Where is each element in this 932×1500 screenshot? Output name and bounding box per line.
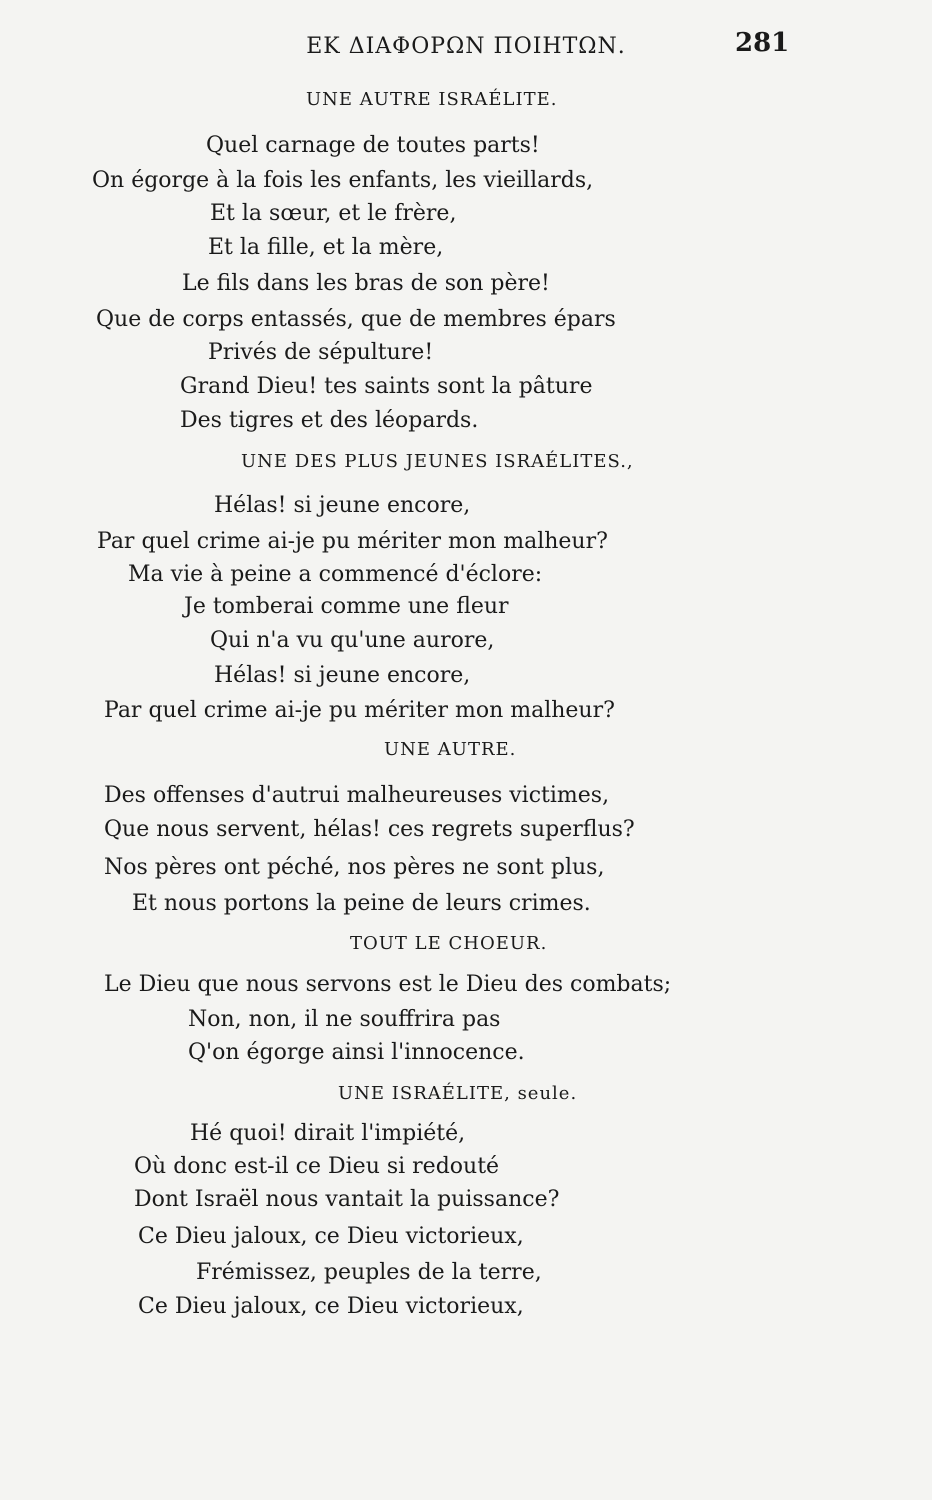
speaker-label: TOUT LE CHOEUR.	[350, 933, 548, 954]
verse-line: Où donc est-il ce Dieu si redouté	[134, 1154, 500, 1179]
verse-line: Frémissez, peuples de la terre,	[196, 1260, 542, 1285]
speaker-label: UNE AUTRE.	[384, 739, 517, 760]
verse-line: Qui n'a vu qu'une aurore,	[210, 628, 495, 653]
verse-line: Hélas! si jeune encore,	[214, 493, 471, 518]
verse-line: Des tigres et des léopards.	[180, 408, 479, 433]
speaker-label: UNE AUTRE ISRAÉLITE.	[306, 89, 558, 110]
verse-line: Et la fille, et la mère,	[208, 235, 444, 260]
speaker-label: UNE ISRAÉLITE, seule.	[338, 1083, 578, 1104]
verse-line: Et la sœur, et le frère,	[210, 201, 457, 226]
verse-line: Ce Dieu jaloux, ce Dieu victorieux,	[138, 1294, 524, 1319]
verse-line: Ma vie à peine a commencé d'éclore:	[128, 562, 543, 587]
verse-line: Et nous portons la peine de leurs crimes.	[132, 891, 591, 916]
verse-line: Je tomberai comme une fleur	[184, 594, 509, 619]
verse-line: Privés de sépulture!	[208, 340, 434, 365]
verse-line: Des offenses d'autrui malheureuses victimes,	[104, 783, 610, 808]
speaker-label: UNE DES PLUS JEUNES ISRAÉLITES.,	[241, 451, 634, 472]
verse-line: Ce Dieu jaloux, ce Dieu victorieux,	[138, 1224, 524, 1249]
verse-line: Le fils dans les bras de son père!	[182, 271, 550, 296]
verse-line: Par quel crime ai-je pu mériter mon malheur?	[97, 529, 608, 554]
verse-line: On égorge à la fois les enfants, les vieillards,	[92, 168, 594, 193]
verse-line: Q'on égorge ainsi l'innocence.	[188, 1040, 525, 1065]
verse-line: Par quel crime ai-je pu mériter mon malheur?	[104, 698, 615, 723]
verse-line: Grand Dieu! tes saints sont la pâture	[180, 374, 593, 399]
verse-line: Nos pères ont péché, nos pères ne sont plus,	[104, 855, 605, 880]
verse-line: Le Dieu que nous servons est le Dieu des combats;	[104, 972, 672, 997]
verse-line: Dont Israël nous vantait la puissance?	[134, 1187, 560, 1212]
verse-line: Quel carnage de toutes parts!	[206, 133, 540, 158]
verse-line: Que nous servent, hélas! ces regrets superflus?	[104, 817, 635, 842]
running-header: ΕΚ ΔΙΑΦΟΡΩΝ ΠΟΙΗΤΩΝ.	[306, 34, 626, 59]
verse-line: Non, non, il ne souffrira pas	[188, 1007, 501, 1032]
page-number: 281	[735, 28, 790, 58]
verse-line: Hélas! si jeune encore,	[214, 663, 471, 688]
verse-line: Hé quoi! dirait l'impiété,	[190, 1121, 466, 1146]
verse-line: Que de corps entassés, que de membres épars	[96, 307, 616, 332]
